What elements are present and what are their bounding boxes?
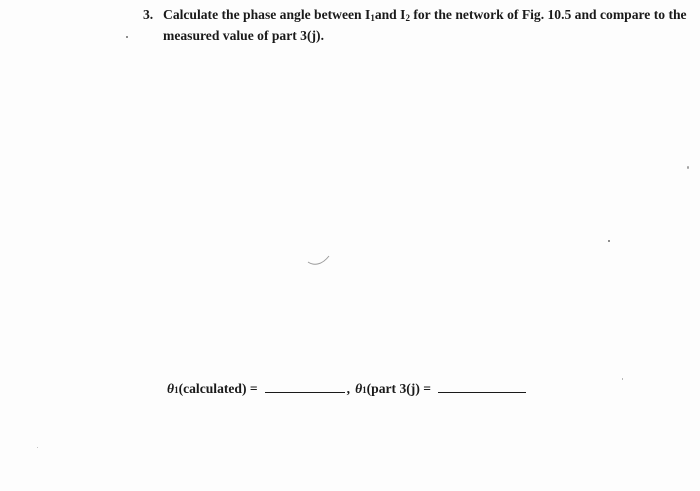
speck-mark <box>622 378 623 380</box>
current-i1-symbol: I <box>365 7 371 22</box>
theta1-part3j-subscript: 1 <box>362 385 367 395</box>
answer-separator: , <box>346 381 351 396</box>
part3j-label: (part 3(j) = <box>366 381 431 396</box>
calculated-answer-blank[interactable] <box>265 380 345 393</box>
question-text-part-a: Calculate the phase angle between <box>163 7 366 22</box>
speck-mark <box>37 447 38 448</box>
part3j-answer-blank[interactable] <box>438 380 526 393</box>
current-i1-subscript: 1 <box>370 13 375 23</box>
theta1-calculated-subscript: 1 <box>174 385 179 395</box>
speck-mark <box>126 36 128 38</box>
speck-mark <box>687 166 689 169</box>
question-text-part-c: for the network of Fig. 10.5 and compare to the <box>409 7 687 22</box>
speck-mark <box>608 240 610 242</box>
current-i2-symbol: I <box>400 7 406 22</box>
question-line-2: measured value of part 3(j). <box>163 28 324 43</box>
question-3 <box>143 6 695 44</box>
calculated-label: (calculated) = <box>178 381 258 396</box>
question-number: 3. <box>143 7 154 22</box>
answer-row <box>167 380 528 397</box>
question-line-1 <box>143 6 695 27</box>
current-i2-subscript: 2 <box>405 13 410 23</box>
stray-pen-mark <box>306 252 332 268</box>
question-text-part-b: and <box>374 7 401 22</box>
theta1-calculated-symbol: θ <box>167 381 175 396</box>
theta1-part3j-symbol: θ <box>355 381 363 396</box>
